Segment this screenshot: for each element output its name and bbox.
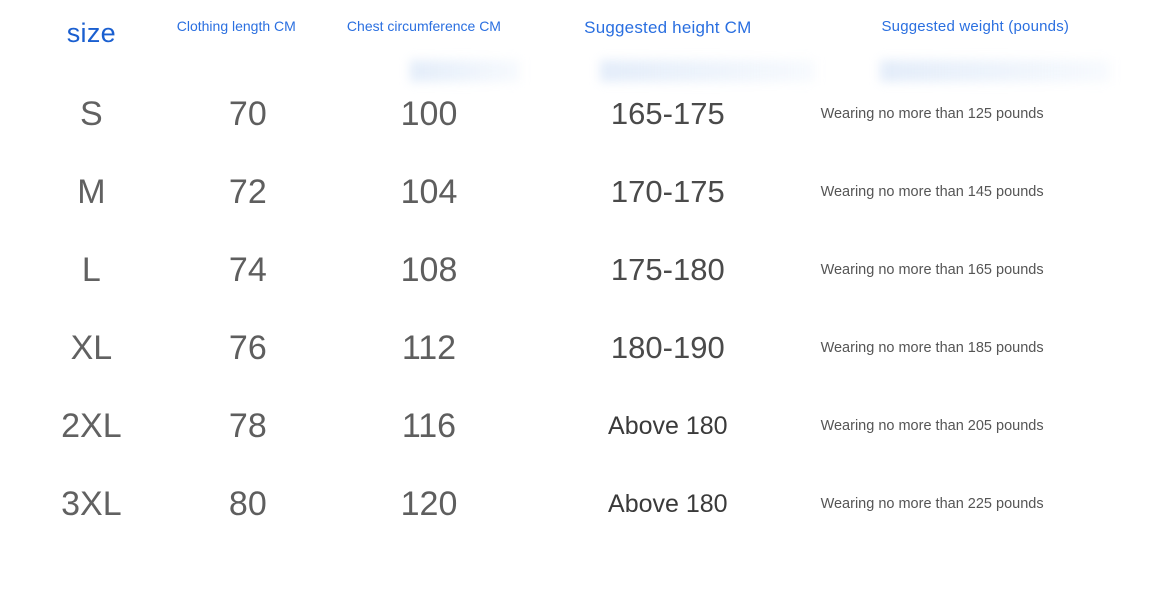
column-header-clothing-length [163,0,333,75]
cell-suggested-weight: Wearing no more than 165 pounds [820,261,1044,278]
table-row [20,75,1140,153]
column-header-suggested-weight [811,0,1140,75]
cell-size: 2XL [61,406,122,445]
cell-suggested-weight: Wearing no more than 205 pounds [820,417,1044,434]
table-header [20,0,1140,75]
header-row [20,0,1140,75]
cell-suggested-height: 170-175 [610,174,725,209]
cell-chest-circumference: 120 [400,484,458,523]
cell-size: XL [70,328,113,367]
size-chart-table [20,0,1140,543]
table-body [20,75,1140,543]
cell-suggested-height: 180-190 [610,330,725,365]
cell-chest-circumference: 112 [401,328,457,367]
cell-suggested-height: 175-180 [610,252,725,287]
cell-suggested-height: Above 180 [608,411,728,440]
table-row [20,309,1140,387]
table-row [20,465,1140,543]
cell-suggested-height: 165-175 [610,96,725,131]
cell-size: L [81,250,101,289]
cell-chest-circumference: 100 [400,94,458,133]
column-header-suggested-height [525,0,810,75]
cell-size: M [77,172,106,211]
cell-suggested-weight: Wearing no more than 185 pounds [820,339,1044,356]
cell-clothing-length: 78 [228,406,267,445]
cell-chest-circumference: 104 [400,172,458,211]
cell-chest-circumference: 116 [401,406,457,445]
column-header-clothing-length-label: Clothing length CM [176,18,296,34]
cell-size: 3XL [61,484,122,523]
cell-chest-circumference: 108 [400,250,458,289]
cell-clothing-length: 74 [228,250,267,289]
column-header-suggested-height-label: Suggested height CM [584,18,752,37]
table-row [20,231,1140,309]
table-row [20,153,1140,231]
cell-suggested-height: Above 180 [608,489,728,518]
cell-clothing-length: 70 [228,94,267,133]
cell-clothing-length: 76 [228,328,267,367]
cell-size: S [80,94,103,133]
column-header-chest-circumference [333,0,525,75]
column-header-suggested-weight-label: Suggested weight (pounds) [881,18,1070,35]
cell-suggested-weight: Wearing no more than 145 pounds [820,183,1044,200]
cell-suggested-weight: Wearing no more than 125 pounds [820,105,1044,122]
cell-clothing-length: 80 [228,484,267,523]
cell-clothing-length: 72 [228,172,267,211]
column-header-chest-circumference-label: Chest circumference CM [346,18,501,34]
table-row [20,387,1140,465]
column-header-size-label: size [66,18,116,48]
column-header-size [20,0,163,75]
cell-suggested-weight: Wearing no more than 225 pounds [820,495,1044,512]
